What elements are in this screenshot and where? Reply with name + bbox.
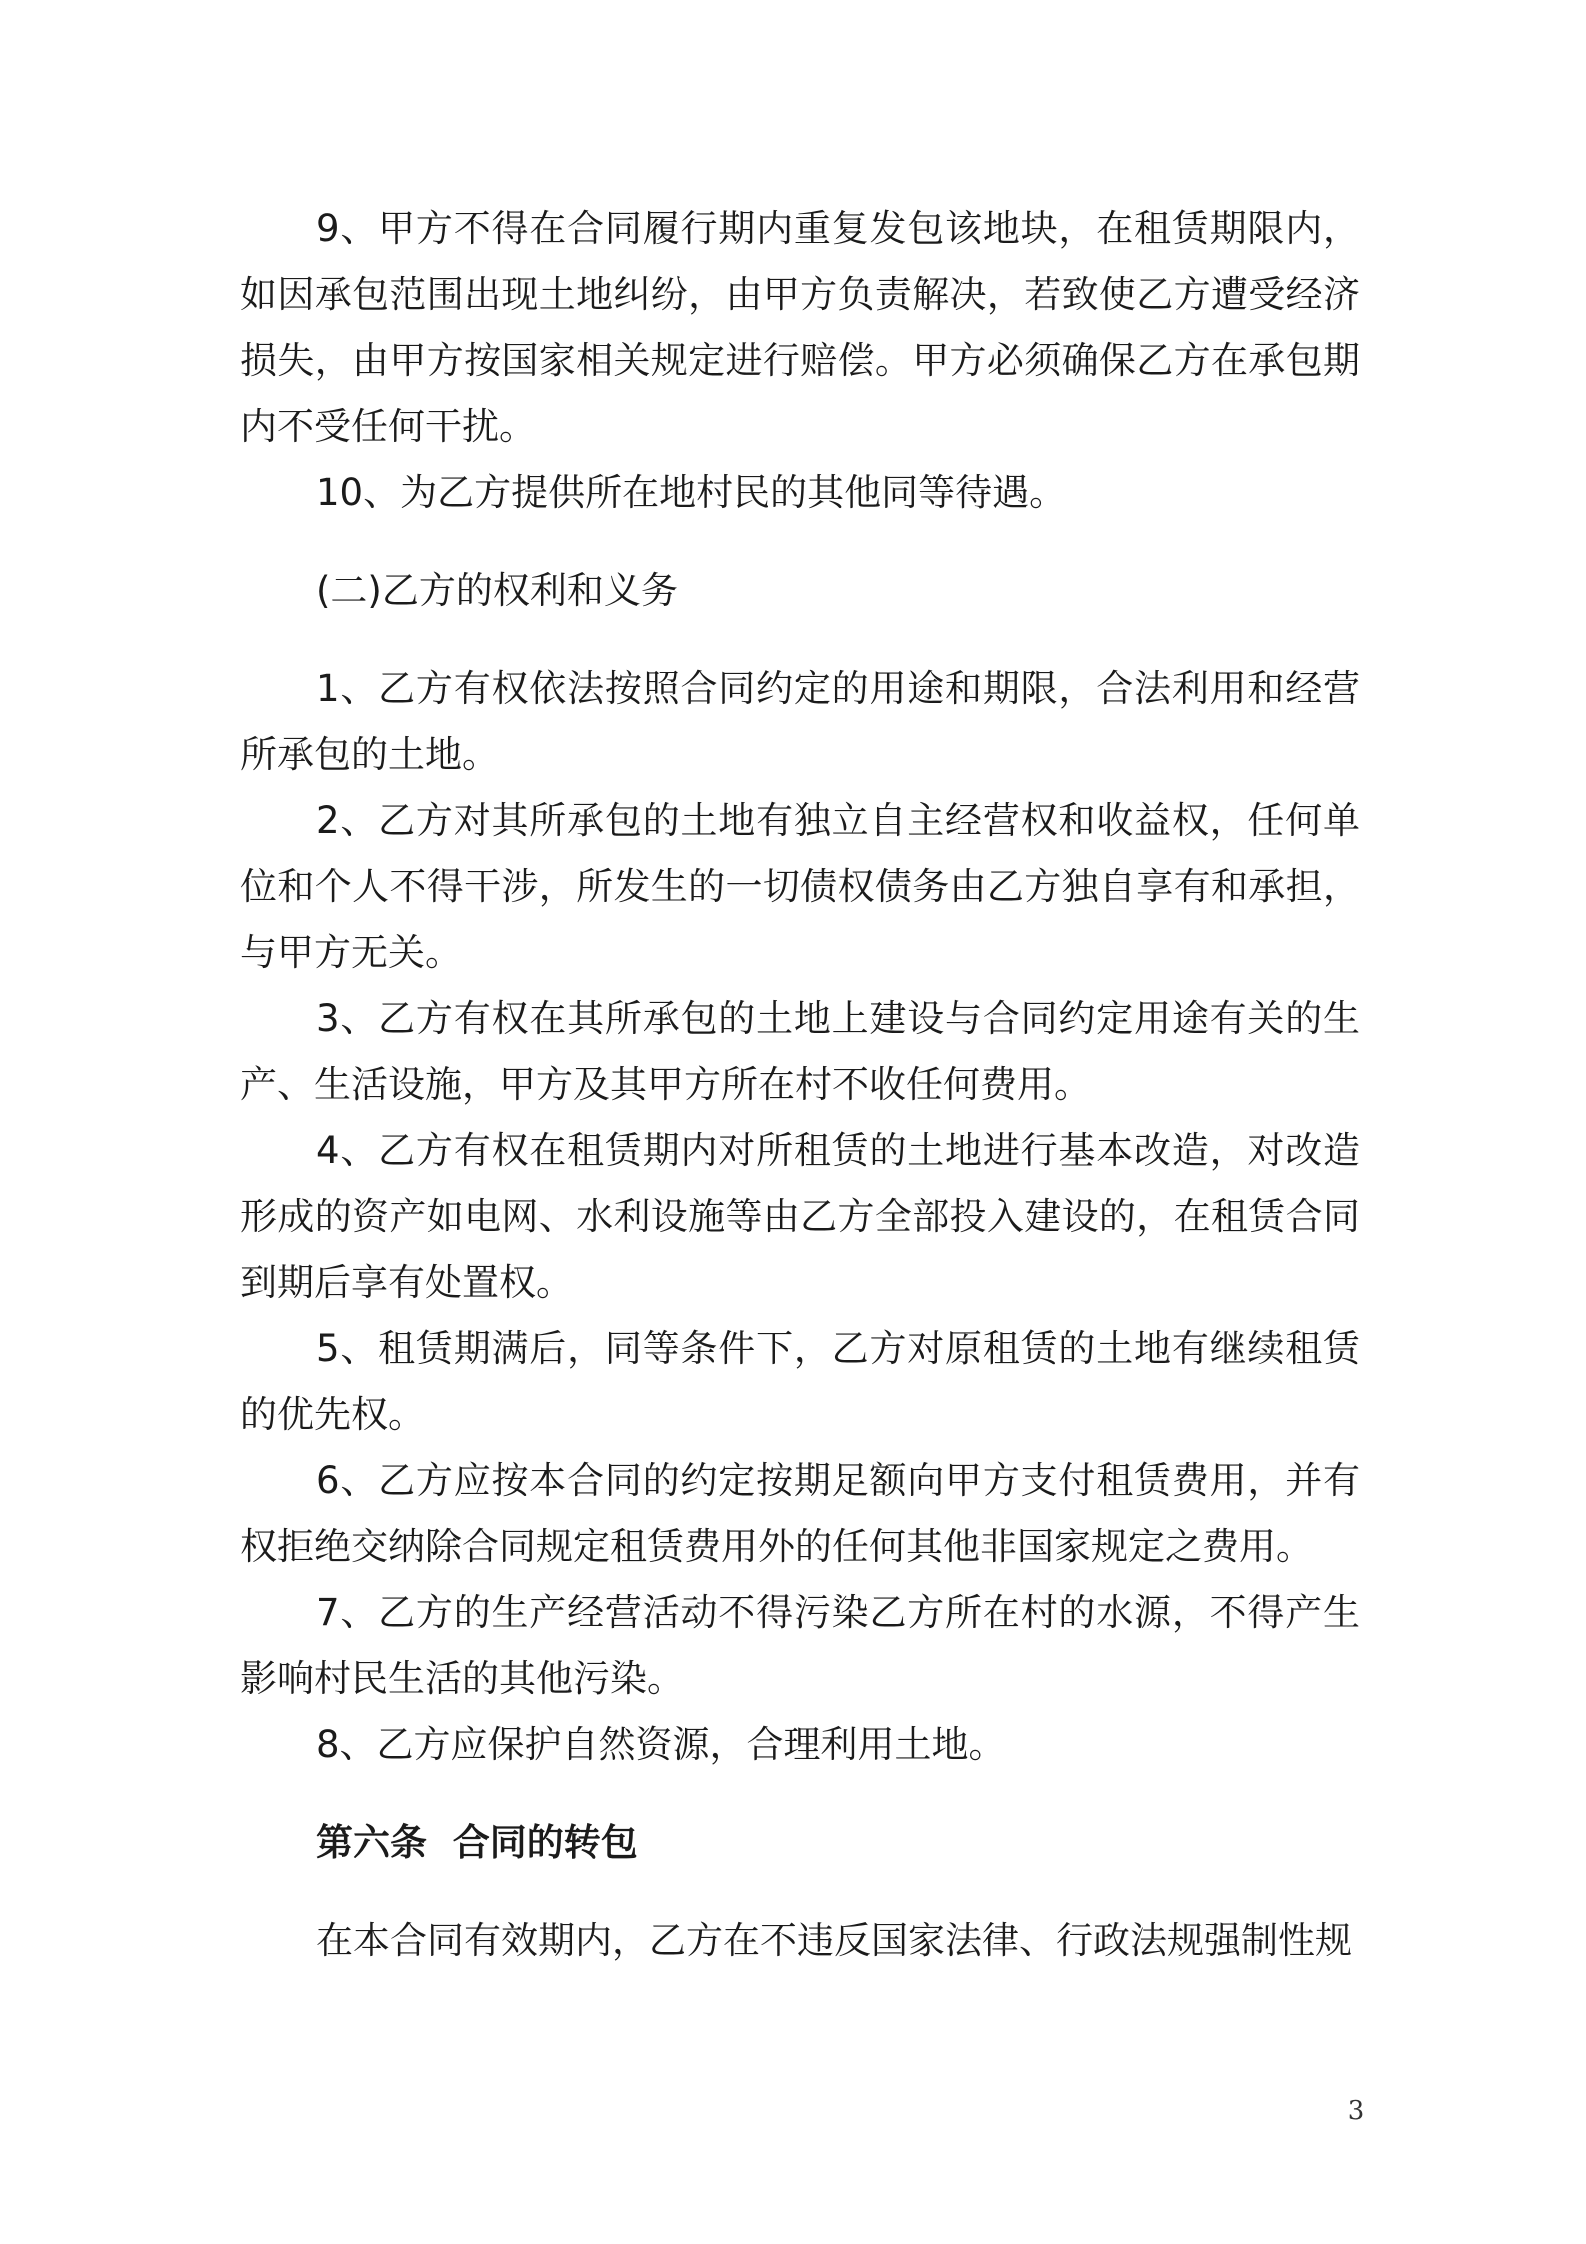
clause-b-8: 8、乙方应保护自然资源，合理利用土地。 [316,1723,1006,1766]
article-6-paragraph: 在本合同有效期内，乙方在不违反国家法律、行政法规强制性规 [316,1919,1352,1962]
clause-a-10: 10、为乙方提供所在地村民的其他同等待遇。 [316,471,1067,514]
clause-b-5: 5、租赁期满后，同等条件下，乙方对原租赁的土地有继续租赁的优先权。 [240,1327,1360,1436]
clause-b-1: 1、乙方有权依法按照合同约定的用途和期限，合法利用和经营所承包的土地。 [240,667,1360,776]
document-body [240,196,1360,1974]
page-number: 3 [1347,2096,1365,2126]
clause-b-6: 6、乙方应按本合同的约定按期足额向甲方支付租赁费用，并有权拒绝交纳除合同规定租赁费用外的任何其他非国家规定之费用。 [240,1459,1360,1568]
article-6-heading: 第六条 合同的转包 [316,1821,638,1864]
clause-b-3: 3、乙方有权在其所承包的土地上建设与合同约定用途有关的生产、生活设施，甲方及其甲方所在村不收任何费用。 [240,997,1360,1106]
section-heading-party-b: (二)乙方的权利和义务 [316,569,678,612]
clause-a-9: 9、甲方不得在合同履行期内重复发包该地块，在租赁期限内，如因承包范围出现土地纠纷，由甲方负责解决，若致使乙方遭受经济损失，由甲方按国家相关规定进行赔偿。甲方必须确保乙方在承包期内不受任何干扰。 [240,207,1360,448]
clause-b-4: 4、乙方有权在租赁期内对所租赁的土地进行基本改造，对改造形成的资产如电网、水利设施等由乙方全部投入建设的，在租赁合同到期后享有处置权。 [240,1129,1360,1304]
clause-b-2: 2、乙方对其所承包的土地有独立自主经营权和收益权，任何单位和个人不得干涉，所发生的一切债权债务由乙方独自享有和承担，与甲方无关。 [240,799,1360,974]
clause-b-7: 7、乙方的生产经营活动不得污染乙方所在村的水源，不得产生影响村民生活的其他污染。 [240,1591,1360,1700]
